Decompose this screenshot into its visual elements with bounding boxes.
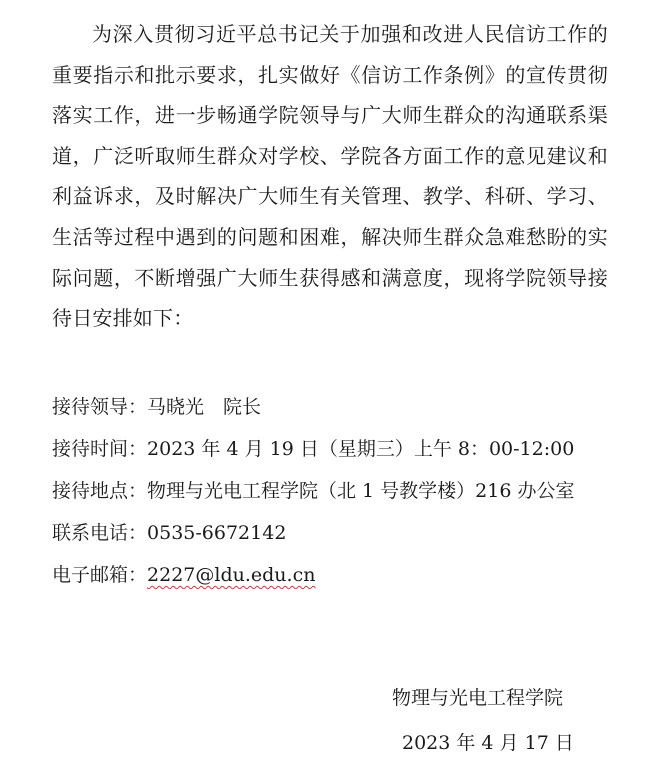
intro-paragraph: 为深入贯彻习近平总书记关于加强和改进人民信访工作的重要指示和批示要求，扎实做好《信访工作条例》的宣传贯彻落实工作，进一步畅通学院领导与广大师生群众的沟通联系渠道，广泛听取师生群众对学校、学院各方面工作的意见建议和利益诉求，及时解决广大师生有关管理、教学、科研、学习、生活等过程中遇到的问题和困难，解决师生群众急难愁盼的实际问题，不断增强广大师生获得感和满意度，现将学院领导接待日安排如下： xyxy=(52,22,608,331)
email-label: 电子邮箱： xyxy=(52,564,148,586)
leader-value: 马晓光 院长 xyxy=(147,396,262,418)
location-row xyxy=(52,470,612,512)
signature-date: 2023 年 4 月 17 日 xyxy=(402,732,574,754)
leader-label: 接待领导： xyxy=(52,396,148,418)
leader-row xyxy=(52,386,612,428)
phone-label: 联系电话： xyxy=(52,522,148,544)
time-label: 接待时间： xyxy=(52,438,148,460)
time-row xyxy=(52,428,612,470)
email-link[interactable]: 2227@ldu.edu.cn xyxy=(147,564,316,586)
signature-organization: 物理与光电工程学院 xyxy=(392,687,564,709)
location-label: 接待地点： xyxy=(52,480,148,502)
phone-value: 0535-6672142 xyxy=(147,522,287,544)
reception-details xyxy=(52,386,612,596)
email-row xyxy=(52,554,612,596)
phone-row xyxy=(52,512,612,554)
time-value: 2023 年 4 月 19 日（星期三）上午 8：00-12:00 xyxy=(147,438,575,460)
location-value: 物理与光电工程学院（北 1 号教学楼）216 办公室 xyxy=(147,480,575,502)
